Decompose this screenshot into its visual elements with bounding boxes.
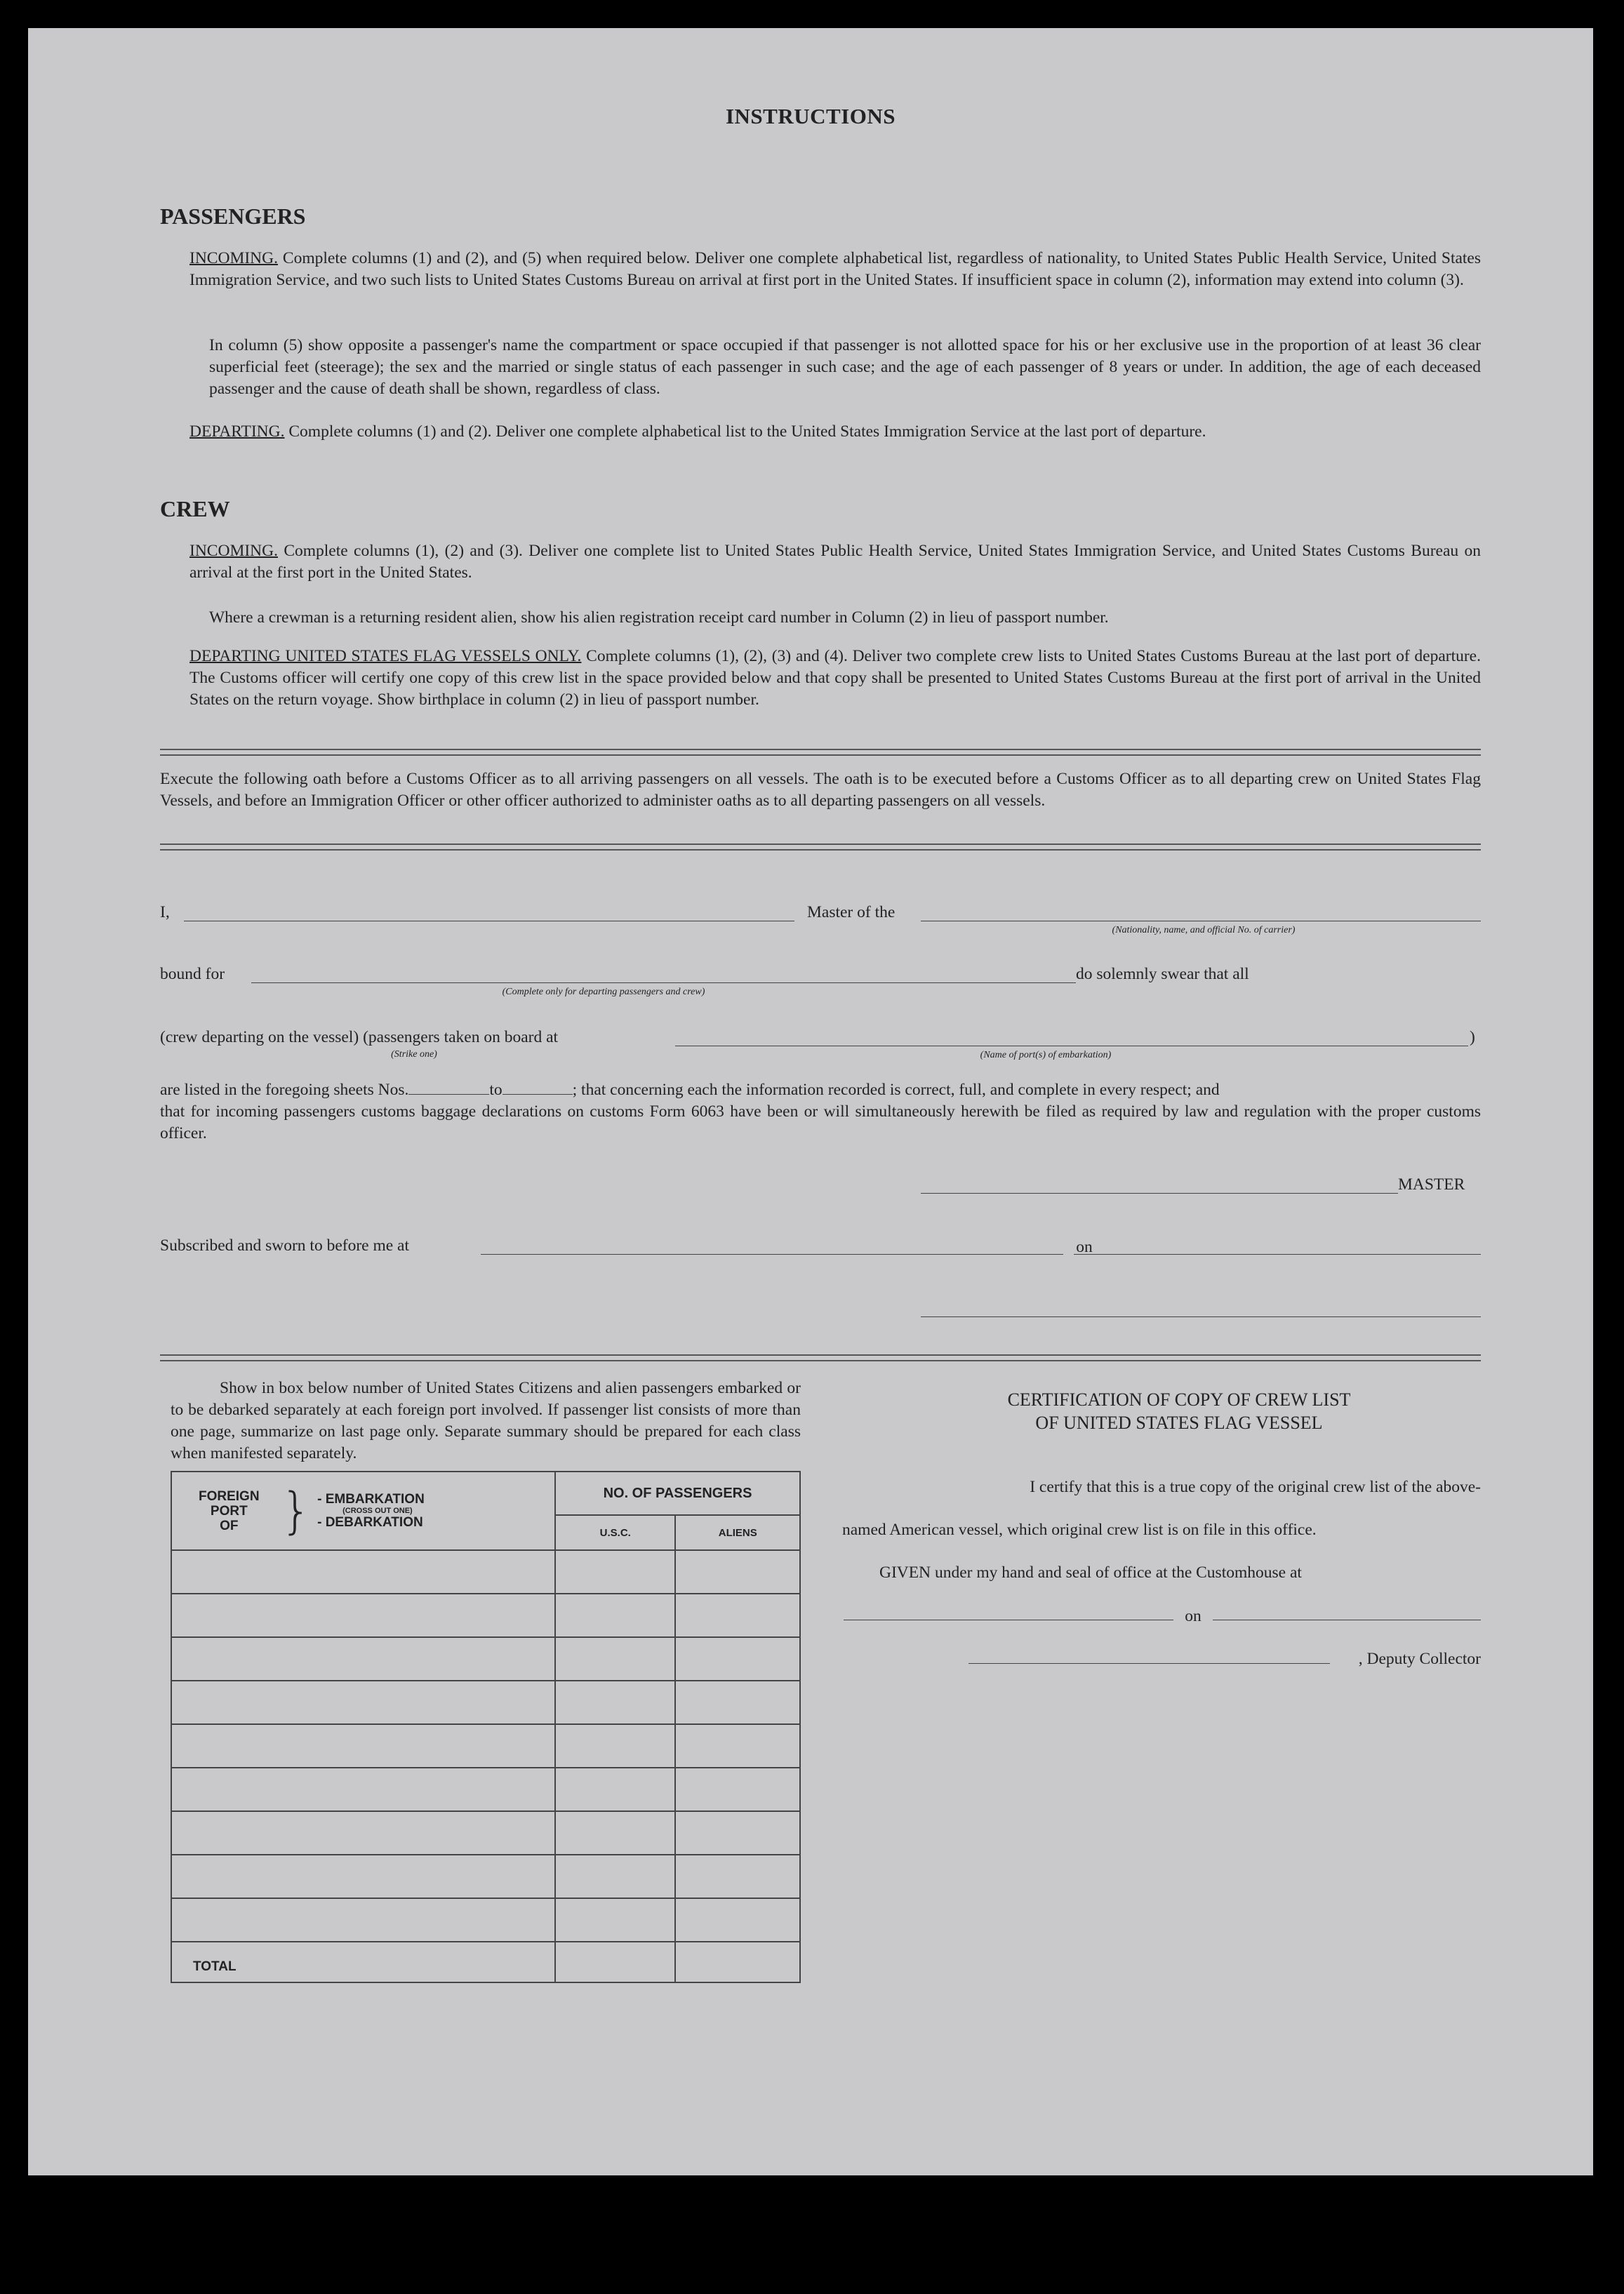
- port-cell[interactable]: [171, 1681, 555, 1724]
- table-row[interactable]: [171, 1855, 800, 1898]
- embarkation-option[interactable]: - EMBARKATION: [317, 1492, 425, 1507]
- strike-one-caption: (Strike one): [391, 1049, 437, 1060]
- usc-header: U.S.C.: [555, 1515, 675, 1550]
- master-of-the-label: Master of the: [807, 903, 896, 921]
- certify-line-2: named American vessel, which original crew list is on file in this office.: [842, 1521, 1317, 1539]
- port-cell[interactable]: [171, 1855, 555, 1898]
- usc-total-cell[interactable]: [555, 1942, 675, 1982]
- sheet-to-field[interactable]: [502, 1080, 573, 1095]
- brace-glyph: }: [280, 1482, 312, 1540]
- listed-baggage-text: that for incoming passengers customs baggage declarations on customs Form 6063 have been or will simultaneously herewith be filed as required by law and regulation with the proper customs officer.: [160, 1102, 1481, 1142]
- certification-title-line-2: OF UNITED STATES FLAG VESSEL: [1035, 1413, 1323, 1433]
- usc-cell[interactable]: [555, 1768, 675, 1811]
- double-rule-2: [160, 843, 1481, 851]
- usc-cell[interactable]: [555, 1724, 675, 1768]
- oath-intro: Execute the following oath before a Customs Officer as to all arriving passengers on all vessels. The oath is to be executed before a Customs Officer as to all departing crew on United States Flag Vessels, and before an Immigration Officer or other officer authorized to administer oaths as to all departing passengers on all vessels.: [160, 770, 1481, 810]
- certification-on-label: on: [1185, 1607, 1202, 1625]
- passengers-departing-label: DEPARTING.: [189, 422, 285, 441]
- bound-for-line[interactable]: [251, 982, 1076, 983]
- table-row[interactable]: [171, 1594, 800, 1637]
- port-cell[interactable]: [171, 1768, 555, 1811]
- officer-signature-line[interactable]: [921, 1316, 1481, 1317]
- no-of-passengers-header: NO. OF PASSENGERS: [555, 1472, 800, 1515]
- crew-resident-paragraph: Where a crewman is a returning resident alien, show his alien registration receipt card number in Column (2) in lieu of passport number.: [209, 608, 1109, 627]
- crew-departing-text: (crew departing on the vessel) (passengers taken on board at: [160, 1028, 559, 1046]
- passengers-departing-text: Complete columns (1) and (2). Deliver one complete alphabetical list to the United States Immigration Service at the last port of departure.: [288, 422, 1206, 441]
- certification-title-line-1: CERTIFICATION OF COPY OF CREW LIST: [1007, 1389, 1351, 1410]
- table-row[interactable]: [171, 1898, 800, 1942]
- listed-sheets-line: [160, 1079, 1220, 1101]
- sheet-from-field[interactable]: [408, 1080, 489, 1095]
- ports-caption: (Name of port(s) of embarkation): [980, 1050, 1112, 1060]
- port-cell[interactable]: [171, 1637, 555, 1681]
- table-row[interactable]: [171, 1681, 800, 1724]
- aliens-cell[interactable]: [675, 1855, 800, 1898]
- aliens-total-cell[interactable]: [675, 1942, 800, 1982]
- passengers-incoming-paragraph: [189, 248, 1481, 291]
- aliens-cell[interactable]: [675, 1681, 800, 1724]
- port-cell[interactable]: [171, 1724, 555, 1768]
- cross-out-note: (CROSS OUT ONE): [342, 1507, 413, 1515]
- given-line: GIVEN under my hand and seal of office at the Customhouse at: [879, 1563, 1302, 1582]
- table-row[interactable]: [171, 1724, 800, 1768]
- usc-cell[interactable]: [555, 1550, 675, 1594]
- deputy-collector-label: , Deputy Collector: [1358, 1650, 1481, 1668]
- crew-heading: CREW: [160, 496, 230, 521]
- aliens-cell[interactable]: [675, 1768, 800, 1811]
- total-label: TOTAL: [171, 1942, 555, 1982]
- nationality-caption: (Nationality, name, and official No. of carrier): [1112, 925, 1296, 935]
- usc-cell[interactable]: [555, 1811, 675, 1855]
- passengers-incoming-label: INCOMING.: [189, 249, 278, 267]
- close-paren: ): [1470, 1028, 1475, 1046]
- aliens-cell[interactable]: [675, 1550, 800, 1594]
- usc-cell[interactable]: [555, 1681, 675, 1724]
- double-rule-3: [160, 1354, 1481, 1361]
- subscribed-date-line[interactable]: [1074, 1254, 1481, 1255]
- crew-departing-paragraph: [189, 646, 1481, 711]
- usc-cell[interactable]: [555, 1855, 675, 1898]
- embark-debark-options: [317, 1492, 425, 1530]
- page-title: INSTRUCTIONS: [725, 104, 896, 128]
- port-header-cell: [171, 1472, 555, 1550]
- aliens-cell[interactable]: [675, 1811, 800, 1855]
- passengers-incoming-text: Complete columns (1) and (2), and (5) when required below. Deliver one complete alphabetical list, regardless of nationality, to United States Public Health Service, United States Immigration Service, and two such lists to United States Customs Bureau on arrival at first port in the United States. If insufficient space in column (2), information may extend into column (3).: [189, 249, 1482, 289]
- port-cell[interactable]: [171, 1811, 555, 1855]
- deputy-collector-line[interactable]: [969, 1663, 1330, 1664]
- complete-only-caption: (Complete only for departing passengers and crew): [502, 987, 705, 997]
- oath-i: I,: [160, 903, 170, 921]
- crew-departing-text: Complete columns (1), (2), (3) and (4). Deliver two complete crew lists to United States Customs Bureau at the last port of departure. The Customs officer will certify one copy of this crew list in the space provided below and that copy shall be presented to United States Customs Bureau at the first port of arrival in the United States on the return voyage. Show birthplace in column (2) in lieu of passport number.: [189, 647, 1481, 709]
- aliens-cell[interactable]: [675, 1637, 800, 1681]
- solemnly-swear-text: do solemnly swear that all: [1076, 965, 1249, 983]
- listed-correct-text: ; that concerning each the information recorded is correct, full, and complete in every respect; and: [572, 1081, 1220, 1099]
- port-cell[interactable]: [171, 1550, 555, 1594]
- aliens-cell[interactable]: [675, 1724, 800, 1768]
- crew-departing-label: DEPARTING UNITED STATES FLAG VESSELS ONLY.: [189, 647, 582, 665]
- master-label: MASTER: [1398, 1175, 1465, 1194]
- subscribed-on-label: on: [1076, 1238, 1093, 1256]
- certification-title: [870, 1388, 1488, 1434]
- usc-cell[interactable]: [555, 1594, 675, 1637]
- aliens-header: ALIENS: [675, 1515, 800, 1550]
- to-text: to: [489, 1081, 502, 1099]
- total-row: [171, 1942, 800, 1982]
- debarkation-option[interactable]: - DEBARKATION: [317, 1515, 423, 1530]
- usc-cell[interactable]: [555, 1637, 675, 1681]
- foreign-port-of: FOREIGN PORT OF: [199, 1488, 260, 1533]
- usc-cell[interactable]: [555, 1898, 675, 1942]
- subscribed-place-line[interactable]: [481, 1254, 1063, 1255]
- table-row[interactable]: [171, 1550, 800, 1594]
- aliens-cell[interactable]: [675, 1594, 800, 1637]
- summary-note: Show in box below number of United States Citizens and alien passengers embarked or to be debarked separately at each foreign port involved. If passenger list consists of more than one page, summarize on last page only. Separate summary should be prepared for each class when manifested separately.: [171, 1379, 801, 1462]
- bound-for-label: bound for: [160, 965, 225, 983]
- port-cell[interactable]: [171, 1594, 555, 1637]
- crew-incoming-label: INCOMING.: [189, 542, 278, 560]
- passengers-column5-paragraph: In column (5) show opposite a passenger's name the compartment or space occupied if that passenger is not allotted space for his or her exclusive use in the proportion of at least 36 clear superficial feet (steerage); the sex and the married or single status of each passenger in such case; and the age of each passenger of 8 years or under. In addition, the age of each deceased passenger and the cause of death shall be shown, regardless of class.: [209, 336, 1481, 398]
- master-signature-line[interactable]: [921, 1193, 1398, 1194]
- crew-incoming-paragraph: [189, 540, 1481, 584]
- aliens-cell[interactable]: [675, 1898, 800, 1942]
- certify-line-1: I certify that this is a true copy of the original crew list of the above-: [1030, 1478, 1481, 1496]
- crew-incoming-text: Complete columns (1), (2) and (3). Deliver one complete list to United States Public Health Service, United States Immigration Service, and United States Customs Bureau on arrival at the first port in the United States.: [189, 542, 1481, 582]
- table-row[interactable]: [171, 1637, 800, 1681]
- passenger-summary-table: [171, 1471, 801, 1983]
- table-row[interactable]: [171, 1768, 800, 1811]
- listed-sheets-text: are listed in the foregoing sheets Nos.: [160, 1081, 409, 1099]
- passengers-heading: PASSENGERS: [160, 204, 306, 229]
- passengers-departing-paragraph: [189, 421, 1481, 443]
- double-rule-1: [160, 749, 1481, 756]
- port-cell[interactable]: [171, 1898, 555, 1942]
- subscribed-label: Subscribed and sworn to before me at: [160, 1236, 410, 1255]
- table-row[interactable]: [171, 1811, 800, 1855]
